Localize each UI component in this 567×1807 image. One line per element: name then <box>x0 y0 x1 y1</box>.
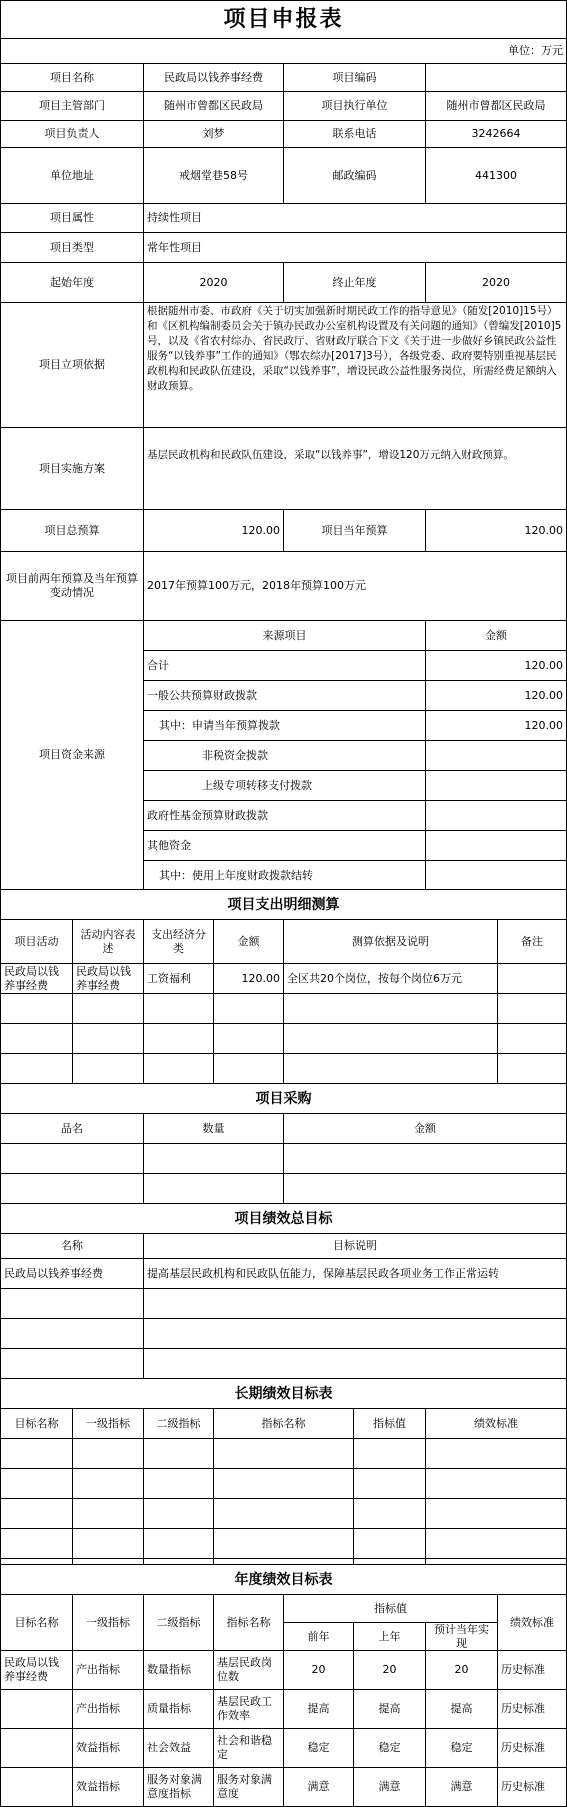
perf-total-cell <box>143 1318 567 1349</box>
annual-header-std: 绩效标准 <box>497 1594 567 1651</box>
info-label: 项目负责人 <box>0 120 144 148</box>
expense-header: 备注 <box>497 919 567 964</box>
expense-cell <box>283 1053 498 1084</box>
perf-total-title: 项目绩效总目标 <box>0 1203 567 1234</box>
funding-source-name: 其中：使用上年度财政拨款结转 <box>143 860 426 891</box>
annual-cell-expected: 满意 <box>425 1767 498 1807</box>
expense-cell <box>0 993 73 1024</box>
expense-header: 活动内容表述 <box>72 919 144 964</box>
funding-label: 项目资金来源 <box>0 620 144 890</box>
annual-cell-last: 稳定 <box>353 1728 426 1768</box>
expense-cell <box>143 1053 214 1084</box>
annual-header-last: 上年 <box>353 1622 426 1651</box>
info-value: 刘梦 <box>143 120 284 148</box>
expense-cell <box>283 1023 498 1054</box>
long-term-cell <box>72 1438 144 1469</box>
funding-amount <box>425 830 567 861</box>
annual-cell-prev: 满意 <box>283 1767 354 1807</box>
expense-cell: 全区共20个岗位，按每个岗位6万元 <box>283 963 498 994</box>
expense-cell <box>0 1023 73 1054</box>
funding-source-name: 合计 <box>143 650 426 681</box>
annual-cell-indicator: 基层民政工作效率 <box>213 1689 284 1729</box>
funding-source-name: 一般公共预算财政拨款 <box>143 680 426 711</box>
info-label: 邮政编码 <box>283 147 426 204</box>
perf-total-cell <box>0 1318 144 1349</box>
annual-cell-prev: 20 <box>283 1650 354 1690</box>
page-title: 项目申报表 <box>0 0 567 39</box>
expense-cell <box>72 993 144 1024</box>
start-year-label: 起始年度 <box>0 262 144 303</box>
annual-header-indicator: 指标名称 <box>213 1594 284 1651</box>
plan-label: 项目实施方案 <box>0 427 144 510</box>
long-term-cell <box>143 1498 214 1529</box>
long-term-header: 指标值 <box>353 1408 426 1439</box>
long-term-cell <box>143 1468 214 1499</box>
funding-amount: 120.00 <box>425 710 567 741</box>
basis-label: 项目立项依据 <box>0 302 144 428</box>
year-budget-value: 120.00 <box>425 509 567 552</box>
annual-cell-expected: 稳定 <box>425 1728 498 1768</box>
annual-header-name: 目标名称 <box>0 1594 73 1651</box>
unit-label: 单位：万元 <box>0 38 567 64</box>
annual-target-name: 民政局以钱养事经费 <box>0 1650 73 1690</box>
annual-cell-std: 历史标准 <box>497 1689 567 1729</box>
long-term-cell <box>353 1528 426 1559</box>
funding-amount <box>425 740 567 771</box>
long-term-cell <box>72 1468 144 1499</box>
long-term-cell <box>213 1528 354 1559</box>
funding-amount <box>425 800 567 831</box>
annual-cell-prev: 提高 <box>283 1689 354 1729</box>
info-label: 项目编码 <box>283 63 426 92</box>
procure-header: 金额 <box>283 1113 567 1144</box>
start-year-value: 2020 <box>143 262 284 303</box>
expense-title: 项目支出明细测算 <box>0 889 567 920</box>
funding-amount <box>425 860 567 891</box>
expense-cell: 120.00 <box>213 963 284 994</box>
expense-cell <box>143 993 214 1024</box>
long-term-header: 目标名称 <box>0 1408 73 1439</box>
expense-cell <box>72 1023 144 1054</box>
type-label: 项目类型 <box>0 232 144 263</box>
long-term-cell <box>353 1438 426 1469</box>
annual-cell-l2: 质量指标 <box>143 1689 214 1729</box>
annual-cell-indicator: 基层民政岗位数 <box>213 1650 284 1690</box>
expense-header: 测算依据及说明 <box>283 919 498 964</box>
procure-cell <box>0 1143 144 1174</box>
annual-cell-l1: 产出指标 <box>72 1650 144 1690</box>
long-term-cell <box>353 1468 426 1499</box>
long-term-cell <box>143 1438 214 1469</box>
funding-source-name: 上级专项转移支付拨款 <box>143 770 426 801</box>
info-value: 随州市曾都区民政局 <box>143 91 284 121</box>
perf-total-header: 目标说明 <box>143 1233 567 1259</box>
long-term-cell <box>213 1498 354 1529</box>
info-value: 441300 <box>425 147 567 204</box>
annual-cell-indicator: 服务对象满意度 <box>213 1767 284 1807</box>
procure-cell <box>283 1173 567 1204</box>
annual-cell-l2: 数量指标 <box>143 1650 214 1690</box>
annual-target-name-blank <box>0 1728 73 1768</box>
expense-cell: 工资福利 <box>143 963 214 994</box>
annual-cell-std: 历史标准 <box>497 1767 567 1807</box>
info-label: 项目名称 <box>0 63 144 92</box>
annual-header-l2: 二级指标 <box>143 1594 214 1651</box>
annual-cell-last: 提高 <box>353 1689 426 1729</box>
annual-header-prev: 前年 <box>283 1622 354 1651</box>
info-value: 民政局以钱养事经费 <box>143 63 284 92</box>
funding-source-name: 政府性基金预算财政拨款 <box>143 800 426 831</box>
long-term-cell <box>213 1438 354 1469</box>
annual-cell-std: 历史标准 <box>497 1650 567 1690</box>
long-term-header: 绩效标准 <box>425 1408 567 1439</box>
funding-source-name: 其他资金 <box>143 830 426 861</box>
annual-cell-l1: 产出指标 <box>72 1689 144 1729</box>
expense-cell <box>497 963 567 994</box>
expense-cell: 民政局以钱养事经费 <box>72 963 144 994</box>
perf-total-cell: 提高基层民政机构和民政队伍能力，保障基层民政各项业务工作正常运转 <box>143 1258 567 1289</box>
annual-header-value-group: 指标值 <box>283 1594 498 1623</box>
funding-amount: 120.00 <box>425 650 567 681</box>
info-value: 3242664 <box>425 120 567 148</box>
expense-cell <box>497 1053 567 1084</box>
long-term-cell <box>0 1438 73 1469</box>
expense-header: 支出经济分类 <box>143 919 214 964</box>
annual-target-name-blank <box>0 1689 73 1729</box>
info-label: 单位地址 <box>0 147 144 204</box>
prev-budget-label: 项目前两年预算及当年预算变动情况 <box>0 551 144 621</box>
long-term-cell <box>213 1468 354 1499</box>
long-term-cell <box>72 1528 144 1559</box>
annual-cell-l2: 社会效益 <box>143 1728 214 1768</box>
annual-title: 年度绩效目标表 <box>0 1564 567 1595</box>
expense-header: 金额 <box>213 919 284 964</box>
prev-budget-text: 2017年预算100万元，2018年预算100万元 <box>143 551 567 621</box>
annual-header-l1: 一级指标 <box>72 1594 144 1651</box>
perf-total-cell <box>143 1348 567 1379</box>
attr-value: 持续性项目 <box>143 203 567 233</box>
perf-total-cell <box>0 1348 144 1379</box>
attr-label: 项目属性 <box>0 203 144 233</box>
procure-cell <box>143 1173 284 1204</box>
long-term-cell <box>0 1528 73 1559</box>
info-value: 随州市曾都区民政局 <box>425 91 567 121</box>
annual-cell-last: 满意 <box>353 1767 426 1807</box>
procure-cell <box>0 1173 144 1204</box>
expense-cell <box>283 993 498 1024</box>
long-term-cell <box>425 1438 567 1469</box>
annual-header-expected: 预计当年实现 <box>425 1622 498 1651</box>
annual-cell-expected: 20 <box>425 1650 498 1690</box>
long-term-cell <box>143 1528 214 1559</box>
long-term-header: 一级指标 <box>72 1408 144 1439</box>
info-label: 项目执行单位 <box>283 91 426 121</box>
info-value: 戒烟堂巷58号 <box>143 147 284 204</box>
long-term-cell <box>72 1498 144 1529</box>
info-value <box>425 63 567 92</box>
expense-cell: 民政局以钱养事经费 <box>0 963 73 994</box>
procure-title: 项目采购 <box>0 1083 567 1114</box>
expense-cell <box>213 1023 284 1054</box>
long-term-cell <box>425 1498 567 1529</box>
funding-header-amount: 金额 <box>425 620 567 651</box>
expense-cell <box>497 993 567 1024</box>
long-term-cell <box>0 1468 73 1499</box>
expense-cell <box>72 1053 144 1084</box>
annual-cell-l2: 服务对象满意度指标 <box>143 1767 214 1807</box>
info-label: 联系电话 <box>283 120 426 148</box>
funding-source-name: 其中：申请当年预算拨款 <box>143 710 426 741</box>
expense-cell <box>497 1023 567 1054</box>
long-term-cell <box>353 1498 426 1529</box>
procure-cell <box>143 1143 284 1174</box>
expense-cell <box>0 1053 73 1084</box>
total-budget-label: 项目总预算 <box>0 509 144 552</box>
annual-target-name-blank <box>0 1767 73 1807</box>
long-term-header: 二级指标 <box>143 1408 214 1439</box>
annual-cell-indicator: 社会和谐稳定 <box>213 1728 284 1768</box>
long-term-cell <box>0 1498 73 1529</box>
annual-cell-l1: 效益指标 <box>72 1728 144 1768</box>
perf-total-header: 名称 <box>0 1233 144 1259</box>
total-budget-value: 120.00 <box>143 509 284 552</box>
procure-header: 品名 <box>0 1113 144 1144</box>
perf-total-cell <box>0 1288 144 1319</box>
procure-header: 数量 <box>143 1113 284 1144</box>
end-year-value: 2020 <box>425 262 567 303</box>
expense-header: 项目活动 <box>0 919 73 964</box>
expense-cell <box>213 1053 284 1084</box>
basis-text: 根据随州市委、市政府《关于切实加强新时期民政工作的指导意见》（随发[2010]15号）和《区机构编制委员会关于镇办民政办公室机构设置及有关问题的通知》（曾编发[2010]5号，以及《省农村综办、省民政厅、省财政厅联合下文《关于进一步做好乡镇民政公益性服务“以钱养事”工作的通知》（鄂农综办[2017]3号），各级党委、政府要特别重视基层民政机构和民政队伍建设，采取“以钱养事”，增设民政公益性服务岗位，所需经费足额纳入财政预算。 <box>143 302 567 428</box>
annual-cell-expected: 提高 <box>425 1689 498 1729</box>
expense-cell <box>143 1023 214 1054</box>
annual-cell-prev: 稳定 <box>283 1728 354 1768</box>
annual-cell-last: 20 <box>353 1650 426 1690</box>
end-year-label: 终止年度 <box>283 262 426 303</box>
funding-amount: 120.00 <box>425 680 567 711</box>
long-term-cell <box>425 1528 567 1559</box>
perf-total-cell <box>143 1288 567 1319</box>
expense-cell <box>213 993 284 1024</box>
funding-amount <box>425 770 567 801</box>
procure-cell <box>283 1143 567 1174</box>
long-term-title: 长期绩效目标表 <box>0 1378 567 1409</box>
type-value: 常年性项目 <box>143 232 567 263</box>
year-budget-label: 项目当年预算 <box>283 509 426 552</box>
long-term-header: 指标名称 <box>213 1408 354 1439</box>
annual-cell-std: 历史标准 <box>497 1728 567 1768</box>
annual-cell-l1: 效益指标 <box>72 1767 144 1807</box>
info-label: 项目主管部门 <box>0 91 144 121</box>
plan-text: 基层民政机构和民政队伍建设，采取“以钱养事”，增设120万元纳入财政预算。 <box>143 427 567 510</box>
funding-header-source: 来源项目 <box>143 620 426 651</box>
funding-source-name: 非税资金拨款 <box>143 740 426 771</box>
long-term-cell <box>425 1468 567 1499</box>
perf-total-cell: 民政局以钱养事经费 <box>0 1258 144 1289</box>
